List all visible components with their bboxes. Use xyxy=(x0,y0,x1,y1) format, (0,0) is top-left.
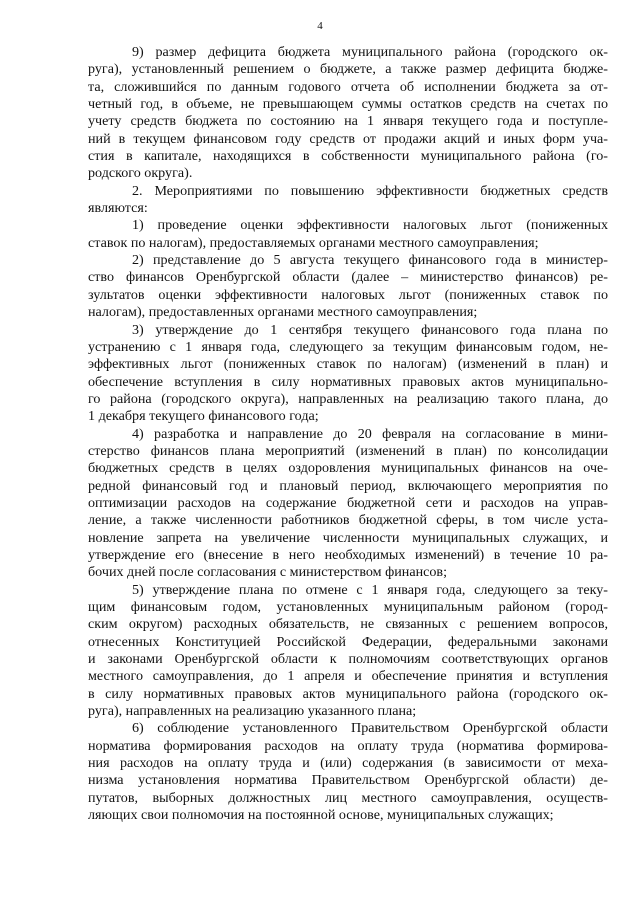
text-line: 5) утверждение плана по отмене с 1 января года, следующего за теку- xyxy=(132,581,608,598)
text-line: ство финансов Оренбургской области (далее – министерство финансов) ре- xyxy=(88,269,608,286)
paragraph-item-6 xyxy=(88,720,608,824)
text-line: руга), установленный решением о бюджете, а также размер дефицита бюдже- xyxy=(88,61,608,78)
text-line: бюджетных средств в целях оздоровления муниципальных финансов на оче- xyxy=(88,460,608,477)
text-line: руга), направленных на реализацию указанного плана; xyxy=(88,703,417,720)
page-number: 4 xyxy=(317,20,323,32)
text-line: щим финансовым годом, установленных муниципальным районом (город- xyxy=(88,599,608,615)
paragraph-item-2 xyxy=(88,252,608,321)
text-line: новление запрета на увеличение численности муниципальных служащих, и xyxy=(88,529,608,546)
text-line: устранению с 1 января года, следующего за текущим финансовым годом, не- xyxy=(88,338,608,355)
paragraph-item-9 xyxy=(88,44,608,183)
text-line: низма установления норматива Правительством Оренбургской области) де- xyxy=(88,772,608,789)
document-body xyxy=(88,44,608,824)
text-line: зультатов оценки эффективности налоговых льгот (пониженных ставок по xyxy=(88,286,608,303)
text-line: и законами Оренбургской области к полномочиям соответствующих органов xyxy=(88,651,608,668)
text-line: 1) проведение оценки эффективности налоговых льгот (пониженных xyxy=(132,217,608,234)
text-line: редной финансовый год и плановый период, включающего мероприятия по xyxy=(88,477,608,494)
text-line: ний в текущем финансовом году средств от продажи акций и иных форм уча- xyxy=(88,130,608,147)
text-line: являются: xyxy=(88,200,148,217)
text-line: 2. Мероприятиями по повышению эффективности бюджетных средств xyxy=(132,182,608,199)
text-line: обеспечение вступления в силу нормативных правовых актов муниципально- xyxy=(88,373,608,390)
text-line: местного самоуправления, до 1 апреля и обеспечение принятия и вступления xyxy=(88,668,608,685)
paragraph-item-5 xyxy=(88,582,608,721)
text-line: эффективных льгот (пониженных ставок по налогам) (изменений в план) и xyxy=(88,356,608,373)
text-line: 4) разработка и направление до 20 февраля на согласование в мини- xyxy=(132,425,608,442)
paragraph-section-2 xyxy=(88,183,608,218)
text-line: учету средств бюджета по состоянию на 1 января текущего года и поступле- xyxy=(88,113,608,130)
text-line: 2) представление до 5 августа текущего финансового года в министер- xyxy=(132,252,608,269)
paragraph-item-1 xyxy=(88,217,608,252)
text-line: та, сложившийся по данным годового отчета об исполнении бюджета за от- xyxy=(88,78,608,95)
text-line: стерство финансов плана мероприятий (изменений в план) по консолидации xyxy=(88,442,608,459)
paragraph-item-3 xyxy=(88,322,608,426)
text-line: оптимизации расходов на содержание бюджетной сети и расходов на управ- xyxy=(88,494,608,511)
text-line: четный год, в объеме, не превышающем суммы остатков средств на счетах по xyxy=(88,96,608,113)
text-line: бочих дней после согласования с министерством финансов; xyxy=(88,564,447,581)
text-line: утверждение его (внесение в него необходимых изменений) в течение 10 ра- xyxy=(88,546,608,563)
text-line: налогам), предоставленных органами местного самоуправления; xyxy=(88,304,478,321)
text-line: отнесенных Конституцией Российской Федерации, федеральными законами xyxy=(88,633,608,650)
text-line: 9) размер дефицита бюджета муниципального района (городского ок- xyxy=(132,44,608,60)
text-line: 6) соблюдение установленного Правительством Оренбургской области xyxy=(132,720,608,737)
text-line: 1 декабря текущего финансового года; xyxy=(88,408,319,425)
text-line: 3) утверждение до 1 сентября текущего финансового года плана по xyxy=(132,321,608,338)
paragraph-item-4 xyxy=(88,426,608,582)
text-line: ление, а также численности работников бюджетной сферы, в том числе уста- xyxy=(88,512,608,529)
text-line: путатов, выборных должностных лиц местного самоуправления, осуществ- xyxy=(88,789,608,806)
text-line: ния расходов на оплату труда и (или) содержания (в зависимости от меха- xyxy=(88,755,608,772)
text-line: ставок по налогам), предоставляемых органами местного самоуправления; xyxy=(88,234,539,251)
text-line: родского округа). xyxy=(88,165,193,182)
text-line: ляющих свои полномочия на постоянной основе, муниципальных служащих; xyxy=(88,807,554,824)
text-line: стия в капитале, находящихся в собственности муниципального района (го- xyxy=(88,148,608,165)
text-line: ским округом) расходных обязательств, не связанных с решением вопросов, xyxy=(88,616,608,633)
text-line: в силу нормативных правовых актов муниципального района (городского ок- xyxy=(88,685,608,702)
text-line: норматива формирования расходов на оплату труда (норматива формирова- xyxy=(88,737,608,754)
text-line: го района (городского округа), направленных на реализацию такого плана, до xyxy=(88,390,608,407)
